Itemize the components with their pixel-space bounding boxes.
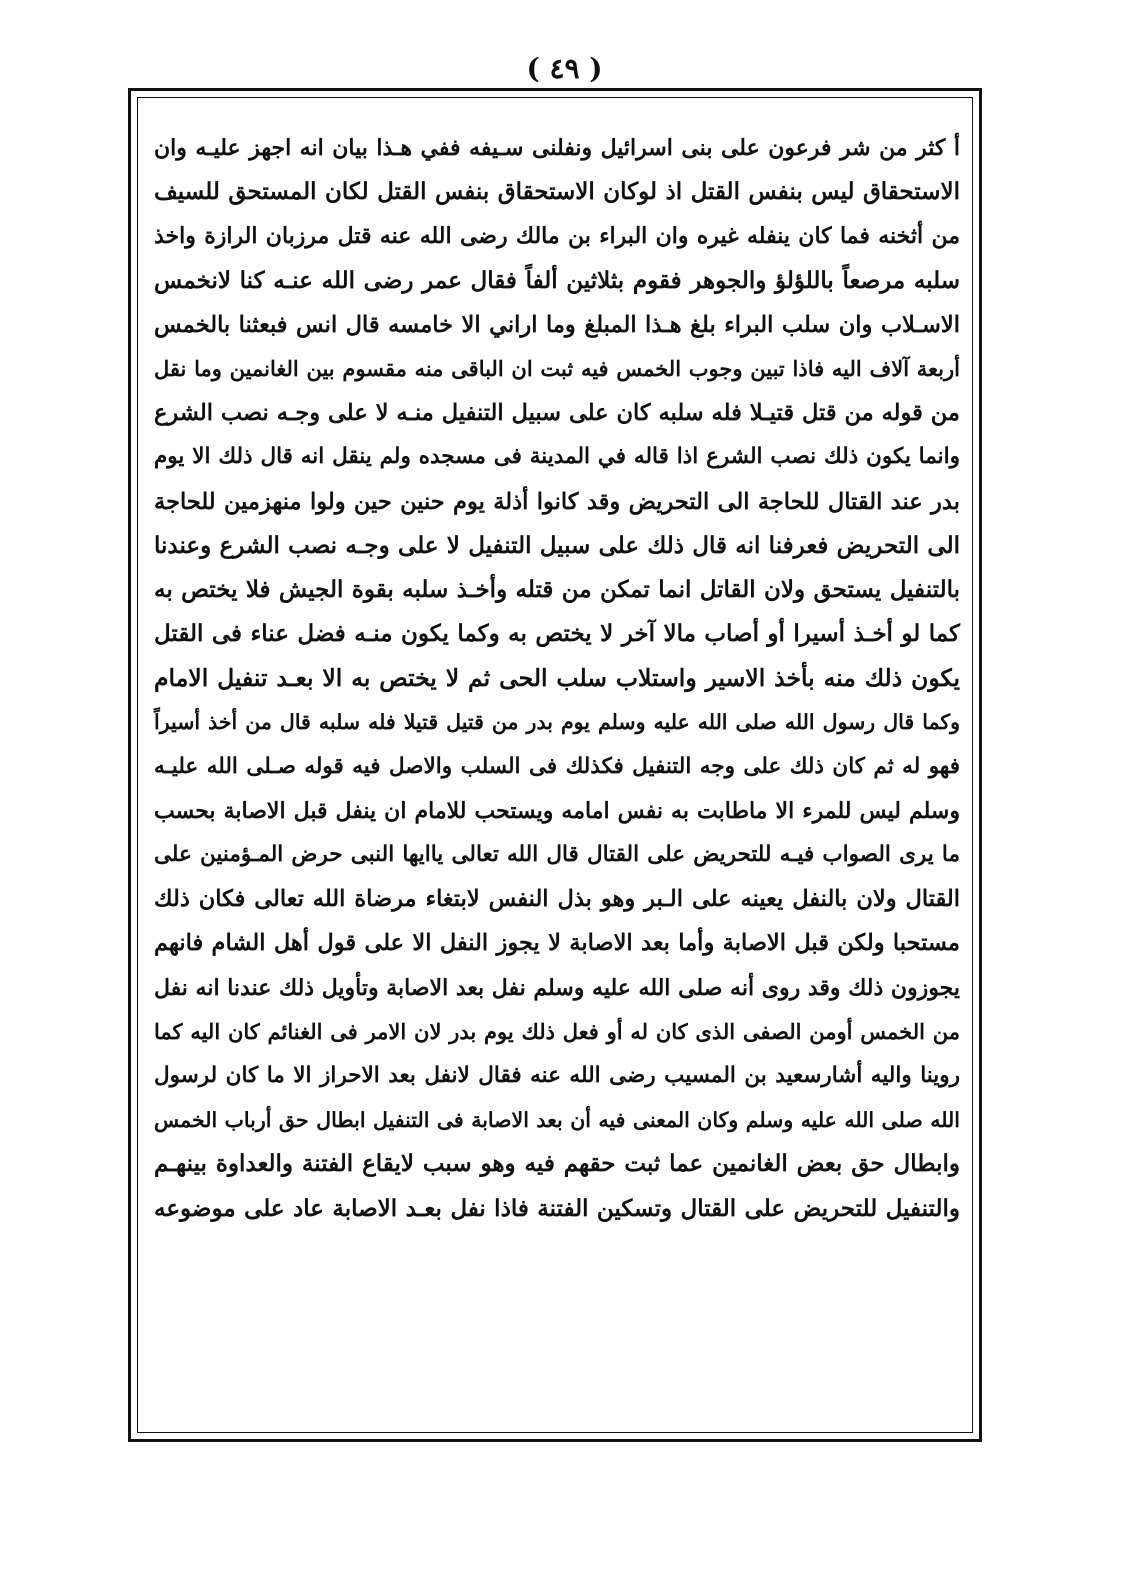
text-line: الاستحقاق ليس بنفس القتل اذ لوكان الاستحقاق بنفس القتل لكان المستحق للسيف: [154, 178, 960, 206]
text-line: كما لو أخـذ أسيرا أو أصاب مالا آخر لا يختص به وكما يكون منـه فضل عناء فى القتل: [154, 620, 960, 648]
text-line: روينا واليه أشارسعيد بن المسيب رضى الله عنه فقال لانفل بعد الاحراز الا ما كان لرسول: [154, 1062, 960, 1088]
text-line: وابطال حق بعض الغانمين عما ثبت حقهم فيه وهو سبب لايقاع الفتنة والعداوة بينهـم: [154, 1150, 960, 1178]
text-line: يكون ذلك منه بأخذ الاسير واستلاب سلب الحى ثم لا يختص به الا بعـد تنفيل الامام: [154, 664, 960, 693]
text-line: ما يرى الصواب فيـه للتحريض على القتال قال الله تعالى ياايها النبى حرض المـؤمنين على: [154, 842, 960, 867]
text-frame: [137, 97, 973, 1433]
text-line: الى التحريض فعرفنا انه قال ذلك على سبيل التنفيل لا على وجـه نصب الشرع وعندنا: [154, 531, 960, 559]
text-line: وانما يكون ذلك نصب الشرع اذا قاله في المدينة فى مسجده ولم ينقل انه قال ذلك الا يوم: [154, 444, 960, 470]
text-line: من قوله من قتل قتيـلا فله سلبه كان على سبيل التنفيل منـه لا على وجـه نصب الشرع: [154, 400, 960, 427]
text-line: فهو له ثم كان ذلك على وجه التنفيل فكذلك فى السلب والاصل فيه قوله صـلى الله عليـه: [154, 753, 960, 779]
text-line: يجوزون ذلك وقد روى أنه صلى الله عليه وسلم نفل بعد الاصابة وتأويل ذلك عندنا انه نفل: [153, 974, 960, 1001]
text-line: من الخمس أومن الصفى الذى كان له أو فعل ذلك يوم بدر لان الامر فى الغنائم كان اليه كما: [154, 1018, 960, 1044]
text-line: بالتنفيل يستحق ولان القاتل انما تمكن من قتله وأخـذ سلبه بقوة الجيش فلا يختص به: [154, 575, 960, 603]
text-line: مستحبا ولكن قبل الاصابة وأما بعد الاصابة لا يجوز النفل الا على قول أهل الشام فانهم: [154, 930, 960, 957]
text-line: سلبه مرصعاً باللؤلؤ والجوهر فقوم بثلاثين ألفاً فقال عمر رضى الله عنـه كنا لانخمس: [154, 266, 960, 294]
text-line: أربعة آلاف اليه فاذا تبين وجوب الخمس فيه ثبت ان الباقى منه مقسوم بين الغانمين وما نقل: [154, 355, 960, 381]
text-line: أ كثر من شر فرعون على بنى اسرائيل ونفلنى سـيفه ففي هـذا بيان انه اجهز عليـه وان: [154, 135, 960, 161]
text-line: وسلم ليس للمرء الا ماطابت به نفس امامه ويستحب للامام ان ينفل قبل الاصابة بحسب: [154, 797, 960, 824]
page-border: [128, 88, 982, 1442]
text-line: من أثخنه فما كان ينفله غيره وان البراء بن مالك رضى الله عنه قتل مرزبان الرازة واخذ: [154, 223, 960, 250]
text-line: والتنفيل للتحريض على القتال وتسكين الفتنة فاذا نفل بعـد الاصابة عاد على موضوعه: [154, 1194, 960, 1222]
text-line: الاسـلاب وان سلب البراء بلغ هـذا المبلغ وما اراني الا خامسه قال انس فبعثنا بالخمس: [154, 311, 960, 338]
text-line: الله صلى الله عليه وسلم وكان المعنى فيه أن بعد الاصابة فى التنفيل ابطال حق أرباب الخمس: [154, 1108, 960, 1133]
text-line: وكما قال رسول الله صلى الله عليه وسلم يوم بدر من قتيل قتيلا فله سلبه قال من أخذ أسيراً: [154, 710, 960, 735]
text-body: [154, 126, 960, 1231]
page-number: ( ٤٩ ): [526, 52, 603, 85]
text-line: القتال ولان بالنفل يعينه على الـبر وهو بذل النفس لابتغاء مرضاة الله تعالى فكان ذلك: [154, 886, 960, 913]
text-line: بدر عند القتال للحاجة الى التحريض وقد كانوا أذلة يوم حنين حين ولوا منهزمين للحاجة: [154, 488, 960, 515]
